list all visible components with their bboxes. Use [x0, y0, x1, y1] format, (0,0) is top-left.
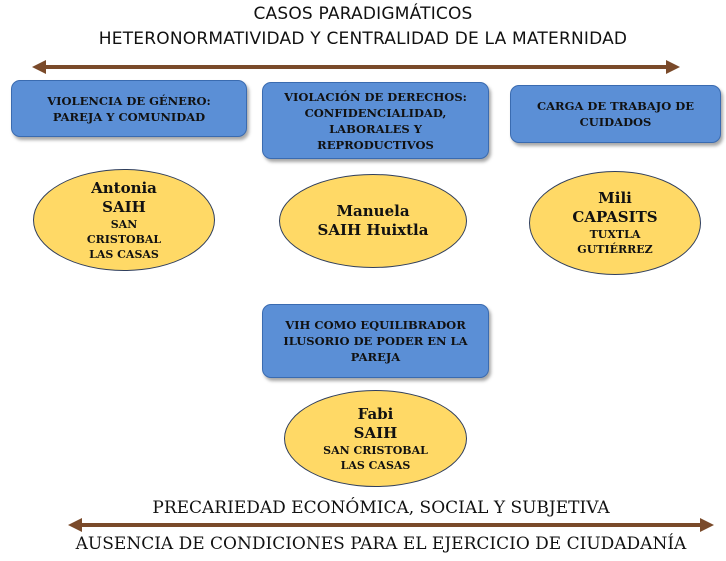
case-oval-mili: [529, 171, 701, 275]
box-violacion-derechos: VIOLACIÓN DE DERECHOS: CONFIDENCIALIDAD, LABORALES Y REPRODUCTIVOS: [262, 82, 489, 159]
case-name: Antonia: [91, 178, 157, 197]
footer-line-1: PRECARIEDAD ECONÓMICA, SOCIAL Y SUBJETIVA: [152, 498, 610, 518]
top-double-arrow: [32, 60, 680, 74]
box-violencia-genero: VIOLENCIA DE GÉNERO: PAREJA Y COMUNIDAD: [11, 80, 247, 137]
case-place: TUXTLA GUTIÉRREZ: [577, 228, 653, 256]
case-name: Mili: [598, 189, 632, 207]
box-vih-equilibrador: VIH COMO EQUILIBRADOR ILUSORIO DE PODER EN LA PAREJA: [262, 304, 489, 378]
case-oval-fabi: [284, 390, 467, 487]
case-place: SAN CRISTOBAL LAS CASAS: [86, 217, 162, 261]
case-place: SAN CRISTOBAL LAS CASAS: [323, 443, 428, 472]
header-title: CASOS PARADIGMÁTICOS: [253, 4, 473, 24]
footer-line-2: AUSENCIA DE CONDICIONES PARA EL EJERCICIO DE CIUDADANÍA: [75, 534, 687, 554]
bottom-double-arrow: [68, 518, 714, 532]
case-oval-antonia: [33, 169, 215, 271]
case-org: SAIH: [102, 197, 146, 216]
case-org: SAIH: [353, 423, 398, 442]
case-org: SAIH Huixtla: [317, 221, 429, 239]
case-name: Manuela: [336, 202, 410, 220]
case-name: Fabi: [357, 404, 394, 423]
case-org: CAPASITS: [572, 208, 658, 226]
box-carga-cuidados: CARGA DE TRABAJO DE CUIDADOS: [510, 85, 721, 143]
header-subtitle: HETERONORMATIVIDAD Y CENTRALIDAD DE LA MATERNIDAD: [98, 29, 628, 49]
case-oval-manuela: [279, 174, 467, 268]
